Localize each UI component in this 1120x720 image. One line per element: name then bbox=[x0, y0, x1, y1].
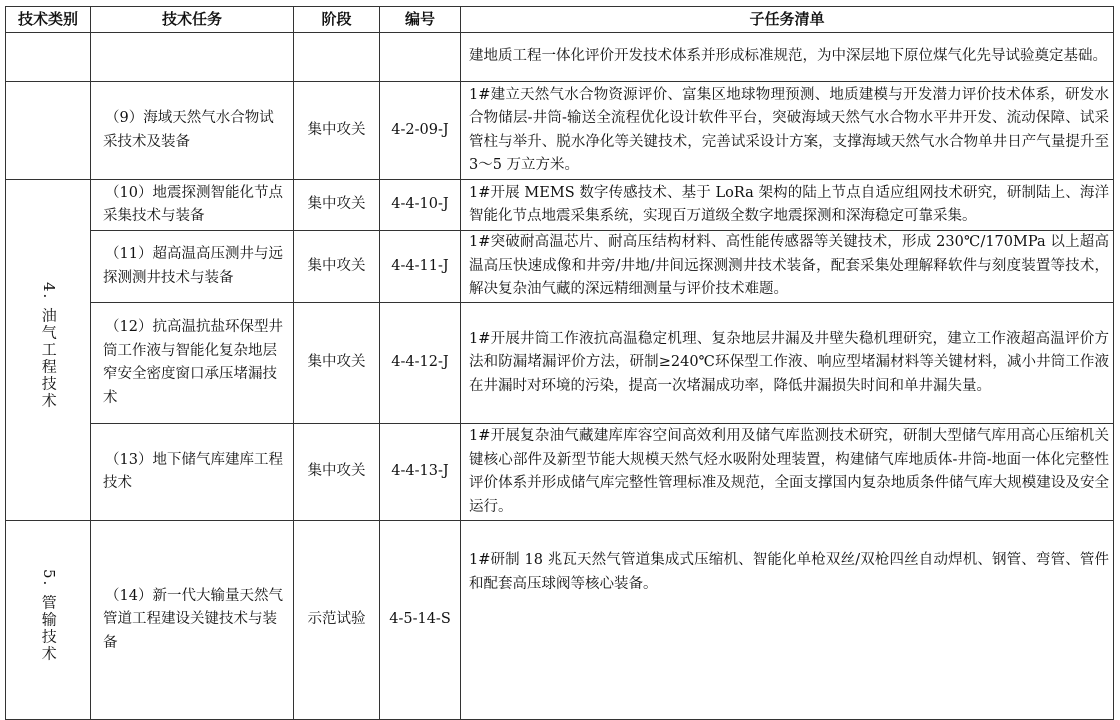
stage-cell: 示范试验 bbox=[294, 521, 380, 720]
task-cell bbox=[91, 231, 294, 303]
subtask-cell: 1#突破耐高温芯片、耐高压结构材料、高性能传感器等关键技术，形成 230℃/170MPa 以上超高温高压快速成像和井旁/井地/井间远探测测井技术装备，配套采集处理解释软件与刻度装置等技术，解决复杂油气藏的深远精细测量与评价技术难题。 bbox=[461, 231, 1114, 303]
task-name: （11）超高温高压测井与远探测测井技术与装备 bbox=[103, 246, 283, 286]
category-cell-empty bbox=[6, 33, 91, 82]
task-name: （9）海域天然气水合物试采技术及装备 bbox=[103, 110, 274, 150]
code-cell: 4-4-11-J bbox=[380, 231, 461, 303]
header-code: 编号 bbox=[380, 7, 461, 33]
table-row bbox=[6, 33, 1114, 82]
table-row bbox=[6, 303, 1114, 424]
table-row bbox=[6, 231, 1114, 303]
task-cell bbox=[91, 521, 294, 720]
task-name: （10）地震探测智能化节点采集技术与装备 bbox=[103, 184, 283, 224]
subtask-cell: 1#建立天然气水合物资源评价、富集区地球物理预测、地质建模与开发潜力评价技术体系，研发水合物储层-井筒-输送全流程优化设计软件平台，突破海域天然气水合物水平井开发、流动保障、试采管柱与举升、脱水净化等关键技术，完善试采设计方案，支撑海域天然气水合物单井日产气量提升至 3～5 万立方米。 bbox=[461, 82, 1114, 180]
table-row bbox=[6, 180, 1114, 231]
code-cell: 4-2-09-J bbox=[380, 82, 461, 180]
stage-cell: 集中攻关 bbox=[294, 231, 380, 303]
stage-cell: 集中攻关 bbox=[294, 82, 380, 180]
subtask-cell: 1#开展复杂油气藏建库库容空间高效利用及储气库监测技术研究，研制大型储气库用高心压缩机关键核心部件及新型节能大规模天然气烃水吸附处理装置，构建储气库地质体-井筒-地面一体化完整性评价体系并形成储气库完整性管理标准及规范，全面支撑国内复杂地质条件储气库大规模建设及安全运行。 bbox=[461, 424, 1114, 521]
stage-cell: 集中攻关 bbox=[294, 180, 380, 231]
header-subtasks: 子任务清单 bbox=[461, 7, 1114, 33]
table-row bbox=[6, 82, 1114, 180]
category-cell-oil-gas bbox=[6, 180, 91, 521]
subtask-cell: 1#开展井筒工作液抗高温稳定机理、复杂地层井漏及井壁失稳机理研究，建立工作液超高温评价方法和防漏堵漏评价方法，研制≥240℃环保型工作液、响应型堵漏材料等关键材料，减小井筒工作液在井漏时对环境的污染，提高一次堵漏成功率，降低井漏损失时间和单井漏失量。 bbox=[461, 303, 1114, 424]
category-label: 5. 管输技术 bbox=[39, 569, 58, 663]
subtask-cell: 1#开展 MEMS 数字传感技术、基于 LoRa 架构的陆上节点自适应组网技术研究，研制陆上、海洋智能化节点地震采集系统，实现百万道级全数字地震探测和深海稳定可靠采集。 bbox=[461, 180, 1114, 231]
subtask-cell: 建地质工程一体化评价开发技术体系并形成标准规范，为中深层地下原位煤气化先导试验奠定基础。 bbox=[461, 33, 1114, 82]
code-cell: 4-5-14-S bbox=[380, 521, 461, 720]
table-row bbox=[6, 521, 1114, 720]
header-category: 技术类别 bbox=[6, 7, 91, 33]
code-cell: 4-4-13-J bbox=[380, 424, 461, 521]
header-row bbox=[6, 7, 1114, 33]
technology-task-table bbox=[5, 6, 1114, 720]
task-name: （13）地下储气库建库工程技术 bbox=[103, 451, 283, 491]
task-cell bbox=[91, 424, 294, 521]
task-name: （12）抗高温抗盐环保型井筒工作液与智能化复杂地层窄安全密度窗口承压堵漏技术 bbox=[103, 319, 283, 406]
code-cell bbox=[380, 33, 461, 82]
header-stage: 阶段 bbox=[294, 7, 380, 33]
code-cell: 4-4-12-J bbox=[380, 303, 461, 424]
subtask-cell: 1#研制 18 兆瓦天然气管道集成式压缩机、智能化单枪双丝/双枪四丝自动焊机、钢管、弯管、管件和配套高压球阀等核心装备。 bbox=[461, 521, 1114, 720]
table-row bbox=[6, 424, 1114, 521]
task-cell bbox=[91, 180, 294, 231]
header-task: 技术任务 bbox=[91, 7, 294, 33]
stage-cell: 集中攻关 bbox=[294, 424, 380, 521]
task-cell bbox=[91, 33, 294, 82]
code-cell: 4-4-10-J bbox=[380, 180, 461, 231]
stage-cell bbox=[294, 33, 380, 82]
category-cell-pipeline bbox=[6, 521, 91, 720]
category-label: 4. 油气工程技术 bbox=[39, 282, 58, 410]
stage-cell: 集中攻关 bbox=[294, 303, 380, 424]
task-name: （14）新一代大输量天然气管道工程建设关键技术与装备 bbox=[103, 587, 283, 651]
task-cell bbox=[91, 82, 294, 180]
category-cell-empty bbox=[6, 82, 91, 180]
task-cell bbox=[91, 303, 294, 424]
